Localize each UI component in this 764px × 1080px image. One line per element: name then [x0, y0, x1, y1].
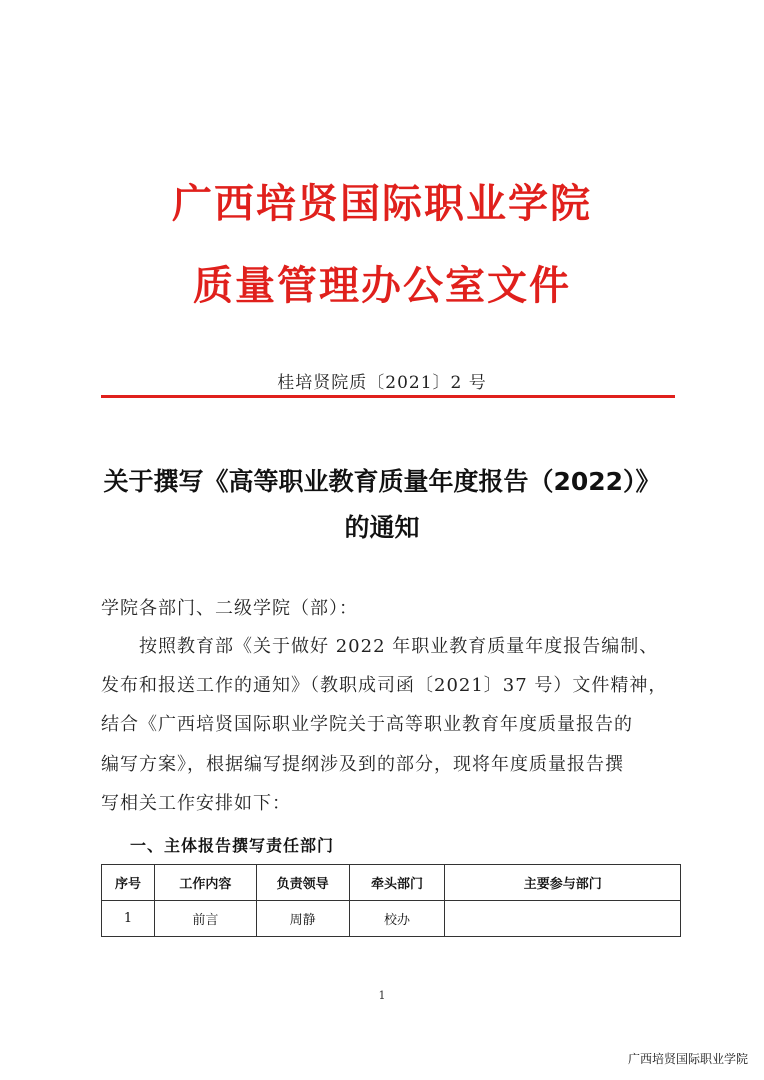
page-number: 1	[378, 989, 386, 1002]
header-institution: 广西培贤国际职业学院	[172, 180, 592, 227]
col-header-participants: 主要参与部门	[445, 865, 681, 901]
notice-title-line1: 关于撰写《高等职业教育质量年度报告（2022）》	[103, 467, 661, 496]
cell-leader: 周静	[256, 901, 349, 937]
col-header-content: 工作内容	[154, 865, 256, 901]
cell-content: 前言	[154, 901, 256, 937]
body-line: 编写方案》，根据编写提纲涉及到的部分，现将年度质量报告撰	[101, 754, 624, 775]
header-office-file: 质量管理办公室文件	[193, 262, 571, 309]
cell-participants	[445, 901, 681, 937]
body-line: 写相关工作安排如下：	[101, 793, 291, 814]
col-header-lead-dept: 牵头部门	[349, 865, 445, 901]
col-header-leader: 负责领导	[256, 865, 349, 901]
notice-title-line2: 的通知	[344, 513, 420, 542]
footer-watermark: 广西培贤国际职业学院	[627, 1052, 748, 1066]
red-divider-line	[101, 395, 675, 398]
cell-index: 1	[102, 901, 155, 937]
document-number: 桂培贤院质〔2021〕2 号	[277, 373, 487, 393]
table-row	[102, 901, 681, 937]
table-header-row	[102, 865, 681, 901]
col-header-index: 序号	[102, 865, 155, 901]
cell-lead-dept: 校办	[349, 901, 445, 937]
responsibility-table	[101, 864, 681, 937]
body-line: 按照教育部《关于做好 2022 年职业教育质量年度报告编制、	[139, 636, 659, 657]
salutation: 学院各部门、二级学院（部）：	[101, 598, 358, 619]
section-heading: 一、主体报告撰写责任部门	[130, 836, 335, 855]
body-line: 发布和报送工作的通知》（教职成司函〔2021〕37 号）文件精神，	[101, 675, 668, 696]
body-line: 结合《广西培贤国际职业学院关于高等职业教育年度质量报告的	[101, 714, 633, 735]
